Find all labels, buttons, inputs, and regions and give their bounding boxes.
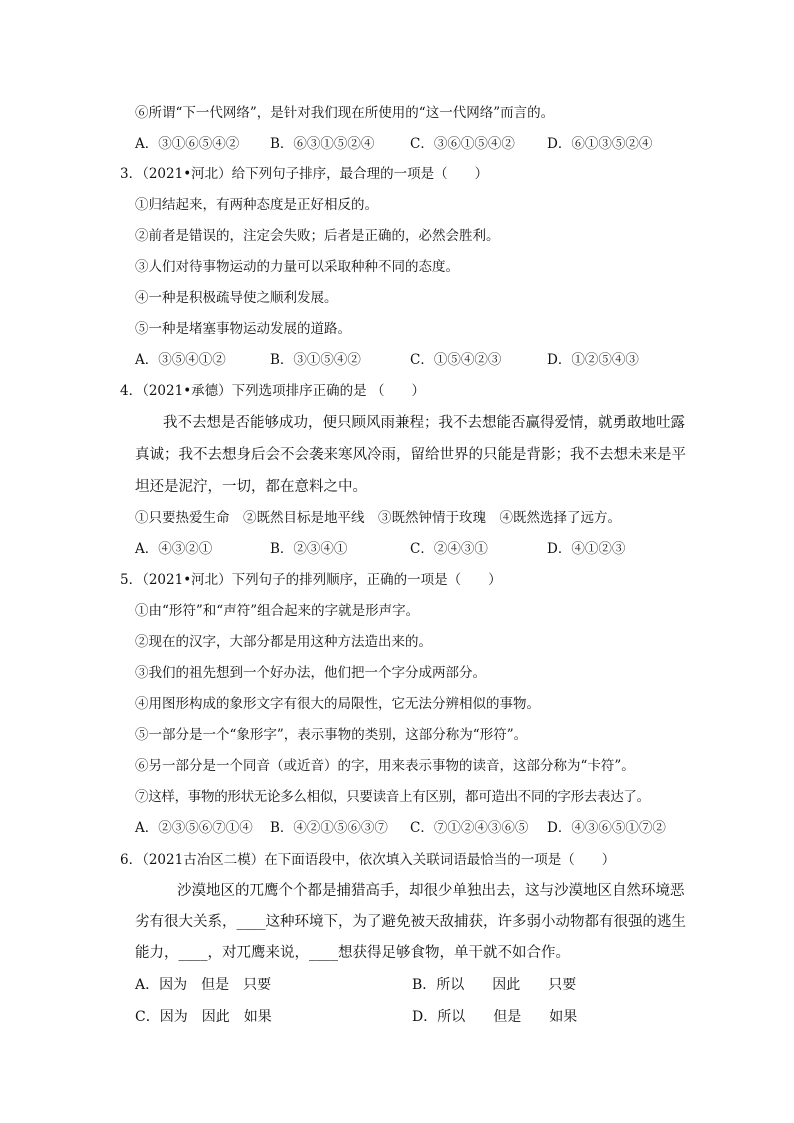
q5-option-b[interactable]: B．④②①⑤⑥③⑦ [270, 820, 388, 836]
q4-option-b[interactable]: B．②③④① [270, 541, 348, 557]
q3-option-a[interactable]: A．③⑤④①② [135, 352, 226, 368]
q3-item-4: ④一种是积极疏导使之顺利发展。 [135, 290, 338, 306]
q4-passage-line-2: 真诚；我不去想身后会不会袭来寒风冷雨，留给世界的只能是背影；我不去想未来是平 [135, 447, 686, 463]
q4-option-a[interactable]: A．④③②① [135, 541, 213, 557]
q2-option-d[interactable]: D．⑥①③⑤②④ [547, 136, 653, 152]
q3-item-5: ⑤一种是堵塞事物运动发展的道路。 [135, 321, 351, 337]
q4-option-d[interactable]: D．④①②③ [547, 541, 626, 557]
q4-option-c[interactable]: C．②④③① [410, 541, 488, 557]
q4-stem: 4．（2021•承德）下列选项排序正确的是 （ ） [120, 383, 425, 399]
q6-passage-line-1: 沙漠地区的兀鹰个个都是捕猎高手，却很少单独出去，这与沙漠地区自然环境恶 [177, 883, 685, 899]
q3-option-c[interactable]: C．①⑤④②③ [410, 352, 502, 368]
q4-passage-line-3: 坦还是泥泞，一切，都在意料之中。 [135, 479, 367, 495]
q5-item-3: ③我们的祖先想到一个好办法，他们把一个字分成两部分。 [135, 665, 486, 681]
q2-option-b[interactable]: B．⑥③①⑤②④ [270, 136, 375, 152]
q5-item-5: ⑤一部分是一个“象形字”，表示事物的类别，这部分称为“形符”。 [135, 727, 528, 743]
q5-item-7: ⑦这样，事物的形状无论多么相似，只要读音上有区别，都可造出不同的字形去表达了。 [135, 789, 650, 805]
q6-stem: 6．（2021古冶区二模）在下面语段中，依次填入关联词语最恰当的一项是（ ） [120, 852, 616, 868]
q3-item-3: ③人们对待事物运动的力量可以采取种种不同的态度。 [135, 259, 459, 275]
q2-option-c[interactable]: C．③⑥①⑤④② [410, 136, 515, 152]
q3-stem: 3．（2021•河北）给下列句子排序，最合理的一项是（ ） [120, 166, 489, 182]
q2-option-a[interactable]: A．③①⑥⑤④② [135, 136, 240, 152]
q3-item-2: ②前者是错误的，注定会失败；后者是正确的，必然会胜利。 [135, 228, 500, 244]
q5-item-1: ①由“形符”和“声符”组合起来的字就是形声字。 [135, 603, 420, 619]
q4-clauses: ①只要热爱生命 ②既然目标是地平线 ③既然钟情于玫瑰 ④既然选择了远方。 [135, 510, 621, 526]
q5-item-2: ②现在的汉字，大部分都是用这种方法造出来的。 [135, 634, 432, 650]
q3-option-d[interactable]: D．①②⑤④③ [547, 352, 639, 368]
q5-item-6: ⑥另一部分是一个同音（或近音）的字，用来表示事物的读音，这部分称为“卡符”。 [135, 758, 635, 774]
q3-option-b[interactable]: B．③①⑤④② [270, 352, 361, 368]
q5-option-a[interactable]: A．②③⑤⑥⑦①④ [135, 820, 253, 836]
q6-passage-line-3: 能力，____，对兀鹰来说，____想获得足够食物，单干就不如合作。 [135, 945, 570, 961]
q5-option-d[interactable]: D．④③⑥⑤①⑦② [547, 820, 666, 836]
q5-stem: 5．（2021•河北）下列句子的排列顺序，正确的一项是（ ） [120, 572, 502, 588]
q6-option-d[interactable]: D．所以 但是 如果 [412, 1009, 578, 1025]
q5-option-c[interactable]: C．⑦①②④③⑥⑤ [410, 820, 529, 836]
q2-statement-6: ⑥所谓“下一代网络”，是针对我们现在所使用的“这一代网络”而言的。 [135, 105, 555, 121]
q5-item-4: ④用图形构成的象形文字有很大的局限性，它无法分辨相似的事物。 [135, 696, 540, 712]
q6-option-a[interactable]: A．因为 但是 只要 [135, 977, 272, 993]
q6-option-c[interactable]: C．因为 因此 如果 [135, 1009, 272, 1025]
q4-passage-line-1: 我不去想是否能够成功，便只顾风雨兼程；我不去想能否赢得爱情，就勇敢地吐露 [163, 415, 685, 431]
q6-option-b[interactable]: B．所以 因此 只要 [412, 977, 577, 993]
q3-item-1: ①归结起来，有两种态度是正好相反的。 [135, 197, 378, 213]
q6-passage-line-2: 劣有很大关系，____这种环境下，为了避免被天敌捕获，许多弱小动物都有很强的逃生 [135, 914, 686, 930]
